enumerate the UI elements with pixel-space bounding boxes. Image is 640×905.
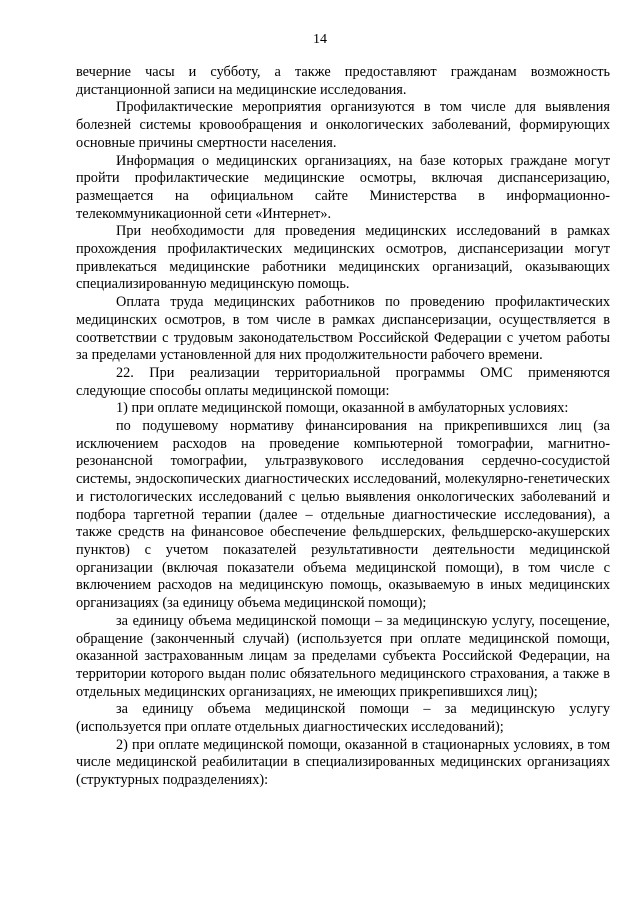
- paragraph-inpatient-heading: 2) при оплате медицинской помощи, оказанной в стационарных условиях, в том числе медицинской реабилитации в специализированных медицинских организациях (структурных подразделениях):: [76, 736, 610, 789]
- page-number: 14: [313, 32, 327, 47]
- document-body: [76, 64, 610, 790]
- paragraph-unit-volume-diagnostics: за единицу объема медицинской помощи – за медицинскую услугу (используется при оплате отдельных диагностических исследований);: [76, 701, 610, 736]
- paragraph-per-capita-funding: по подушевому нормативу финансирования на прикрепившихся лиц (за исключением расходов на проведение компьютерной томографии, магнитно-резонансной томографии, ультразвукового исследования сердечно-сосудистой системы, эндоскопических диагностических исследований, молекулярно-генетических и гистологических исследований с целью выявления онкологических заболеваний и подбора таргетной терапии (далее – отдельные диагностические исследования), а также средств на финансовое обеспечение фельдшерских, фельдшерско-акушерских пунктов) с учетом показателей результативности деятельности медицинской организации (включая показатели объема медицинской помощи), в том числе с включением расходов на медицинскую помощь, оказываемую в иных медицинских организациях (за единицу объема медицинской помощи);: [76, 418, 610, 612]
- paragraph-information-placement: Информация о медицинских организациях, на базе которых граждане могут пройти профилактические медицинские осмотры, включая диспансеризацию, размещается на официальном сайте Министерства в информационно-телекоммуникационной сети «Интернет».: [76, 152, 610, 222]
- paragraph-continuation: вечерние часы и субботу, а также предоставляют гражданам возможность дистанционной записи на медицинские исследования.: [76, 64, 610, 98]
- paragraph-labor-payment: Оплата труда медицинских работников по проведению профилактических медицинских осмотров, в том числе в рамках диспансеризации, осуществляется в соответствии с трудовым законодательством Российской Федерации с учетом работы за пределами установленной для них продолжительности рабочего времени.: [76, 294, 610, 364]
- paragraph-outpatient-heading: 1) при оплате медицинской помощи, оказанной в амбулаторных условиях:: [116, 400, 569, 417]
- paragraph-specialist-involvement: При необходимости для проведения медицинских исследований в рамках прохождения профилактических медицинских осмотров, диспансеризации могут привлекаться медицинские работники медицинских организаций, оказывающих специализированную медицинскую помощь.: [76, 223, 610, 293]
- paragraph-item-22: 22. При реализации территориальной программы ОМС применяются следующие способы оплаты медицинской помощи:: [76, 364, 610, 399]
- paragraph-unit-volume-service: за единицу объема медицинской помощи – за медицинскую услугу, посещение, обращение (законченный случай) (используется при оплате медицинской помощи, оказанной застрахованным лицам за пределами субъекта Российской Федерации, на территории которого выдан полис обязательного медицинского страхования, а также в отдельных медицинских организациях, не имеющих прикрепившихся лиц);: [76, 612, 610, 700]
- paragraph-prevention-goals: Профилактические мероприятия организуются в том числе для выявления болезней системы кровообращения и онкологических заболеваний, формирующих основные причины смертности населения.: [76, 99, 610, 151]
